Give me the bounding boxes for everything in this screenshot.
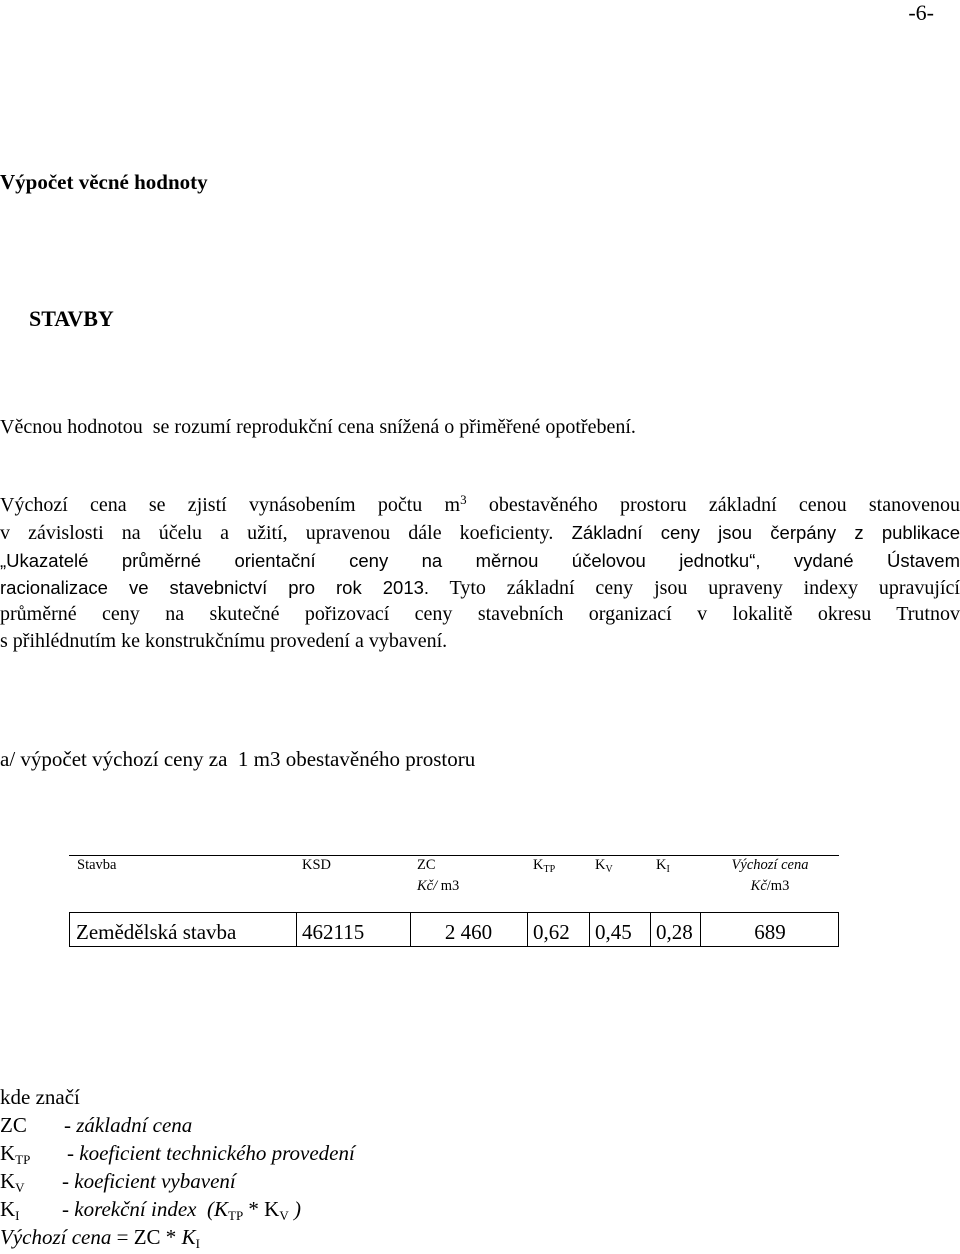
table-border-top [69,855,839,856]
table-vline [650,912,651,947]
legend-symbol [0,1139,30,1170]
formula-subscript: I [195,1236,200,1251]
paragraph-line [0,601,960,628]
header-zc [417,855,459,897]
cell-ksd: 462115 [302,920,365,944]
table-vline [589,912,590,947]
header-symbol: K [656,857,667,873]
header-ksd: KSD [302,857,332,873]
cell-kv: 0,45 [595,920,632,944]
formula-text: Výchozí cena [0,1225,112,1249]
cell-vychozi-cena: 689 [754,920,786,944]
paragraph-text: v závislosti na účelu a užití, upravenou dále koeficienty. [0,522,554,545]
cell-ktp: 0,62 [533,920,570,944]
legend-formula [0,1223,500,1251]
legend-symbol: ZC [0,1113,27,1137]
table-vline [69,912,70,947]
subsection-title: STAVBY [29,306,114,331]
symbol-subscript: I [15,1208,20,1223]
paragraph-text: Tyto základní ceny jsou upraveny indexy upravující [429,576,960,599]
legend-row-kv [0,1167,500,1195]
legend-description: - koeficient technického provedení [67,1141,355,1165]
cell-stavba: Zemědělská stavba [76,920,237,944]
unit-text: /m3 [766,878,790,894]
description-symbol: K [264,1197,280,1221]
unit-text: Kč/ [417,878,438,894]
page-number: -6- [908,0,934,25]
header-vychozi-label: Výchozí cena [731,857,809,873]
symbol-letter: K [0,1169,16,1193]
header-symbol: K [595,857,606,873]
paragraph-text: racionalizace ve stavebnictví pro rok 2013. [0,576,430,598]
header-vychozi-cena [700,855,840,897]
paragraph-text: Výchozí cena se zjistí vynásobením počtu m [0,494,461,516]
paragraph-text: průměrné ceny na skutečné pořizovací ceny stavebních organizací v lokalitě okresu Trutnov [0,603,960,626]
section-title: Výpočet věcné hodnoty [0,170,208,194]
table-vline [527,912,528,947]
header-subscript: I [666,864,670,875]
symbol-letter: K [0,1197,16,1221]
paragraph-text: obestavěného prostoru základní cenou stanovenou [466,494,960,516]
header-ki [656,855,670,877]
paragraph-text: s přihlédnutím ke konstrukčnímu provedení a vybavení. [0,630,448,653]
formula-text: = ZC * [111,1225,182,1249]
unit-text: m3 [437,878,460,894]
header-zc-label: ZC [417,857,436,873]
header-zc-unit [417,876,459,897]
cell-zc: 2 460 [444,920,493,944]
description-text: ) [288,1197,301,1221]
legend-row-zc [0,1111,500,1139]
legend-symbol [0,1167,25,1198]
legend-row-ktp [0,1139,500,1167]
calculation-heading: a/ výpočet výchozí ceny za 1 m3 obestavěného prostoru [0,747,476,771]
cell-ki: 0,28 [656,920,693,944]
paragraph-line [0,574,960,601]
intro-sentence: Věcnou hodnotou se rozumí reprodukční cena snížená o přiměřené opotřebení. [0,416,636,438]
header-symbol: K [533,857,544,873]
price-table [69,855,839,947]
paragraph-text: „Ukazatelé průměrné orientační ceny na měrnou účelovou jednotku“, vydané Ústavem [0,549,960,571]
explanation-paragraph [0,492,960,656]
superscript: 3 [460,492,467,507]
legend-description [62,1195,301,1226]
formula-symbol: K [181,1225,196,1249]
header-subscript: TP [543,864,556,875]
symbol-letter: K [0,1141,16,1165]
paragraph-line [0,519,960,546]
legend-title: kde značí [0,1085,80,1109]
paragraph-line [0,492,960,519]
header-subscript: V [605,864,613,875]
legend-row-ki [0,1195,500,1223]
legend-description: - koeficient vybavení [62,1169,236,1193]
symbol-subscript: TP [15,1152,31,1167]
paragraph-text: Základní ceny jsou čerpány z publikace [553,522,960,544]
paragraph-line [0,547,960,574]
legend-symbol [0,1195,20,1226]
symbol-subscript: V [15,1180,25,1195]
description-symbol: K [213,1197,228,1221]
header-ktp [533,855,555,877]
header-kv [595,855,613,877]
table-border-bottom [69,946,839,947]
paragraph-line [0,628,960,655]
header-vychozi-unit [700,876,840,897]
table-divider [69,912,839,913]
description-subscript: V [279,1208,289,1223]
header-stavba: Stavba [77,857,117,873]
description-subscript: TP [228,1208,244,1223]
description-text: - korekční index ( [62,1197,214,1221]
unit-text: Kč [750,878,767,894]
description-operator: * [243,1197,265,1221]
table-vline [296,912,297,947]
legend-description: - základní cena [64,1113,193,1137]
